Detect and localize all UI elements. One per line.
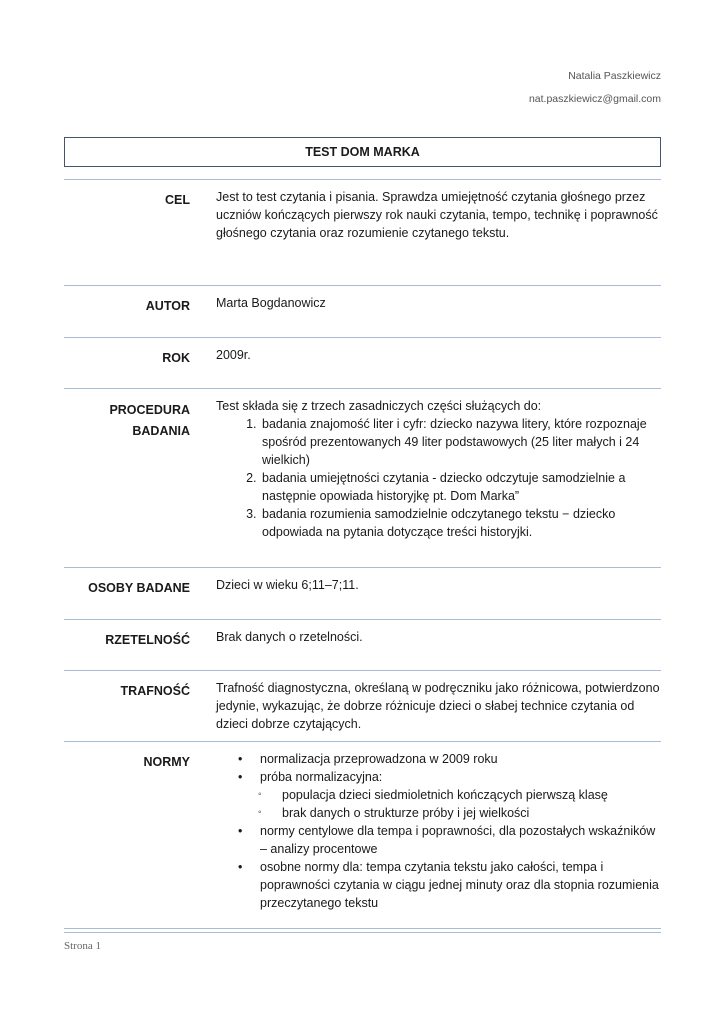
bullet-icon: • — [238, 824, 243, 838]
list-item — [216, 822, 661, 858]
normy-label: NORMY — [143, 755, 190, 769]
rok-text: 2009r. — [216, 348, 251, 362]
trafnosc-content — [216, 679, 661, 733]
normy-item-text: normalizacja przeprowadzona w 2009 roku — [260, 752, 498, 766]
cel-text: Jest to test czytania i pisania. Sprawdza umiejętność czytania głośnego przez uczniów kończących pierwszy rok nauki czytania, tempo, technikę i poprawność głośnego czytania oraz rozumienie czytanego tekstu. — [216, 190, 658, 240]
section-trafnosc — [64, 670, 661, 742]
sub-bullet-icon: ◦ — [258, 807, 262, 818]
procedura-label — [64, 400, 190, 442]
sub-bullet-icon: ◦ — [258, 789, 262, 800]
normy-item-text: normy centylowe dla tempa i poprawności, dla pozostałych wskaźników – analizy procentowe — [260, 824, 656, 856]
normy-content — [216, 750, 661, 912]
autor-text: Marta Bogdanowicz — [216, 296, 326, 310]
document-title: TEST DOM MARKA — [64, 137, 661, 167]
bullet-icon: • — [238, 860, 243, 874]
autor-content — [216, 294, 661, 312]
list-item — [216, 768, 661, 822]
normy-list — [216, 750, 661, 912]
rok-content — [216, 346, 661, 364]
procedura-list — [216, 415, 661, 541]
rzetelnosc-label: RZETELNOŚĆ — [105, 633, 190, 647]
section-rzetelnosc — [64, 619, 661, 671]
footer-divider — [64, 928, 661, 929]
rok-label: ROK — [162, 351, 190, 365]
rzetelnosc-content — [216, 628, 661, 646]
bullet-icon: • — [238, 770, 243, 784]
list-item — [216, 804, 661, 822]
procedura-content — [216, 397, 661, 541]
autor-label: AUTOR — [145, 299, 190, 313]
procedura-intro: Test składa się z trzech zasadniczych części służących do: — [216, 399, 542, 413]
osoby-content — [216, 576, 661, 594]
cel-label: CEL — [165, 193, 190, 207]
rzetelnosc-text: Brak danych o rzetelności. — [216, 630, 363, 644]
normy-subitem-text: populacja dzieci siedmioletnich kończących pierwszą klasę — [282, 788, 608, 802]
section-rok — [64, 337, 661, 389]
section-cel — [64, 179, 661, 286]
section-osoby — [64, 567, 661, 620]
trafnosc-text: Trafność diagnostyczna, określaną w podręczniku jako różnicowa, potwierdzono jedynie, wykazując, że dobrze różnicuje dzieci o słabej technice czytania od dzieci dobrze czytających. — [216, 681, 660, 731]
normy-subitem-text: brak danych o strukturze próby i jej wielkości — [282, 806, 530, 820]
procedura-item: 3. badania rozumienia samodzielnie odczytanego tekstu − dziecko odpowiada na pytania dotyczące treści historyjki. — [260, 505, 661, 541]
list-item — [216, 786, 661, 804]
list-item — [216, 858, 661, 912]
procedura-item: 1. badania znajomość liter i cyfr: dziecko nazywa litery, które rozpoznaje spośród prezentowanych 49 liter podstawowych (25 liter małych i 24 wielkich) — [260, 415, 661, 469]
trafnosc-label: TRAFNOŚĆ — [120, 684, 190, 698]
procedura-label-line1: PROCEDURA — [109, 403, 190, 417]
normy-sublist — [260, 786, 661, 822]
cel-content — [216, 188, 661, 242]
author-email: nat.paszkiewicz@gmail.com — [528, 93, 661, 105]
section-procedura — [64, 388, 661, 568]
osoby-label: OSOBY BADANE — [88, 581, 190, 595]
footer-divider — [64, 932, 661, 933]
author-name: Natalia Paszkiewicz — [568, 70, 661, 82]
list-item — [216, 750, 661, 768]
normy-item-text: osobne normy dla: tempa czytania tekstu jako całości, tempa i poprawności czytania w ciągu jednej minuty oraz dla stopnia rozumienia przeczytanego tekstu — [260, 860, 659, 910]
normy-item-text: próba normalizacyjna: — [260, 770, 383, 784]
section-normy — [64, 741, 661, 928]
osoby-text: Dzieci w wieku 6;11–7;11. — [216, 578, 359, 592]
procedura-label-line2: BADANIA — [132, 424, 190, 438]
page-number: Strona 1 — [64, 940, 101, 952]
bullet-icon: • — [238, 752, 243, 766]
procedura-item: 2. badania umiejętności czytania - dziecko odczytuje samodzielnie a następnie opowiada historyjkę pt. Dom Marka” — [260, 469, 661, 505]
section-autor — [64, 285, 661, 338]
